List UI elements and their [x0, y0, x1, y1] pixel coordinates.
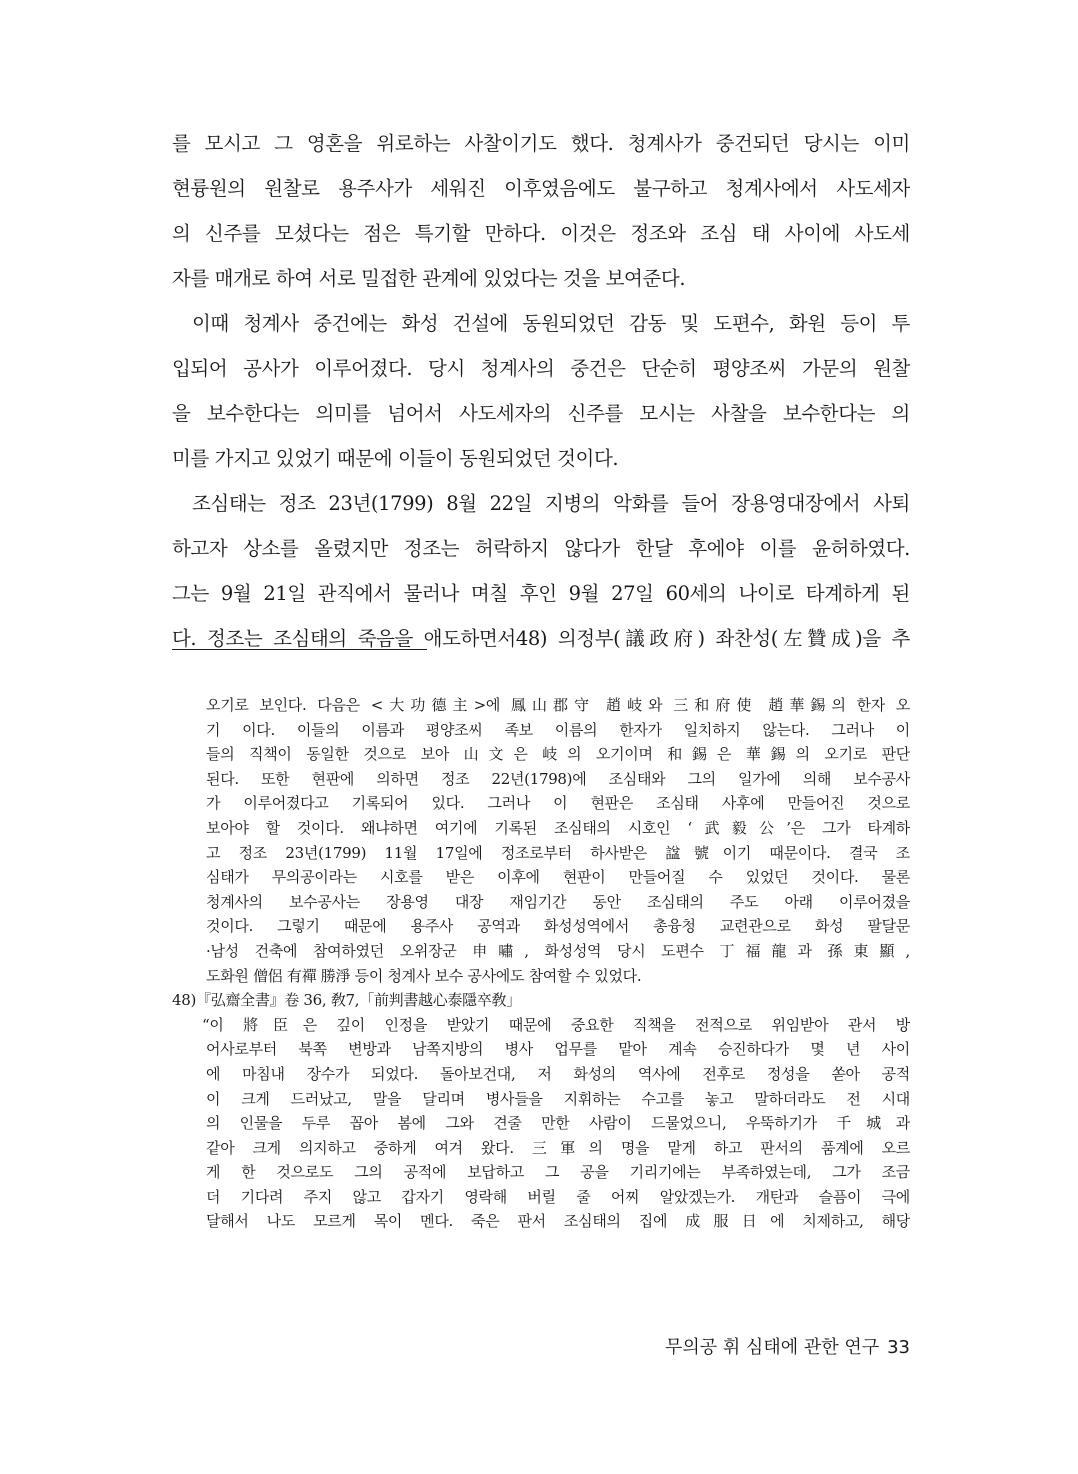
footnote-separator [172, 649, 427, 650]
footnote-line: 어사로부터 북쪽 변방과 남쪽지방의 병사 업무를 맡아 계속 승진하다가 몇 년 사이 [206, 1040, 910, 1059]
footnote-line: 심태가 무의공이라는 시호를 받은 이후에 현판이 만들어질 수 있었던 것이다. 물론 [206, 868, 910, 887]
footnote-line: 가 이루어졌다고 기록되어 있다. 그러나 이 현판은 조심태 사후에 만들어진 것으로 [206, 794, 910, 813]
footnote-line: 게 한 것으로도 그의 공적에 보답하고 그 공을 기리기에는 부족하였는데, 그가 조금 [206, 1163, 910, 1182]
footnote-line: 도화원 僧侶 有禪 勝淨 등이 청계사 보수 공사에도 참여할 수 있었다. [206, 966, 642, 985]
footnote-line: 기 이다. 이들의 이름과 평양조씨 족보 이름의 한자가 일치하지 않는다. 그러나 이 [206, 720, 910, 739]
body-line: 를 모시고 그 영혼을 위로하는 사찰이기도 했다. 청계사가 중건되던 당시는 이미 [172, 132, 910, 155]
footnote-line: ·남성 건축에 참여하였던 오위장군 申嘯, 화성성역 당시 도편수 丁福龍과 孫東顯, [206, 941, 910, 960]
body-line: 을 보수한다는 의미를 넘어서 사도세자의 신주를 모시는 사찰을 보수한다는 의 [172, 402, 910, 425]
footnote-48-citation: 48)『弘齋全書』卷 36, 敎7,「前判書越心泰隱卒敎」 [172, 991, 521, 1010]
footnotes [172, 693, 910, 1234]
body-text [172, 121, 910, 661]
footnote-line: 들의 직책이 동일한 것으로 보아 山文은 岐의 오기이며 和錫은 華錫의 오기로 판단 [206, 745, 910, 764]
body-line: 조심태는 정조 23년(1799) 8월 22일 지병의 악화를 들어 장용영대장에서 사퇴 [192, 492, 910, 515]
body-line: 이때 청계사 중건에는 화성 건설에 동원되었던 감동 및 도편수, 화원 등이 투 [192, 312, 910, 335]
footnote-line: “이 將臣은 깊이 인정을 받았기 때문에 중요한 직책을 전적으로 위임받아 관서 방 [202, 1015, 910, 1034]
footnote-line: 에 마침내 장수가 되었다. 돌아보건대, 저 화성의 역사에 전후로 정성을 쏟아 공적 [206, 1064, 910, 1083]
body-line: 미를 가지고 있었기 때문에 이들이 동원되었던 것이다. [172, 447, 619, 470]
body-line: 자를 매개로 하여 서로 밀접한 관계에 있었다는 것을 보여준다. [172, 267, 686, 290]
footnote-line: 오기로 보인다. 다음은 <大功德主>에 鳳山郡守 趙岐와 三和府使 趙華錫의 한자 오 [206, 696, 910, 714]
footnote-line: 청계사의 보수공사는 장용영 대장 재임기간 동안 조심태의 주도 아래 이루어졌을 [206, 892, 910, 911]
running-title: 무의공 휘 심태에 관한 연구 [664, 1337, 880, 1358]
footnote-line: 의 인물을 두루 꼽아 봄에 그와 견줄 만한 사람이 드물었으니, 우뚝하기가 千城과 [206, 1114, 910, 1133]
footnote-line: 고 정조 23년(1799) 11월 17일에 정조로부터 하사받은 諡號이기 때문이다. 결국 조 [206, 843, 910, 862]
body-line: 현륭원의 원찰로 용주사가 세워진 이후였음에도 불구하고 청계사에서 사도세자 [172, 177, 910, 200]
footnote-line: 된다. 또한 현판에 의하면 정조 22년(1798)에 조심태와 그의 일가에 의해 보수공사 [206, 769, 910, 788]
body-line: 의 신주를 모셨다는 점은 특기할 만하다. 이것은 정조와 조심 태 사이에 사도세 [172, 222, 910, 245]
footnote-line: 더 기다려 주지 않고 갑자기 영락해 버릴 줄 어찌 알았겠는가. 개탄과 슬픔이 극에 [206, 1187, 910, 1206]
body-line: 입되어 공사가 이루어졌다. 당시 청계사의 중건은 단순히 평양조씨 가문의 원찰 [172, 357, 910, 380]
footnote-line: 보아야 할 것이다. 왜냐하면 여기에 기록된 조심태의 시호인 ‘武毅公’은 그가 타계하 [206, 818, 910, 837]
body-line: 하고자 상소를 올렸지만 정조는 허락하지 않다가 한달 후에야 이를 윤허하였다. [172, 537, 910, 560]
body-line: 다. 정조는 조심태의 죽음을 애도하면서48) 의정부(議政府) 좌찬성(左贊成)을 추 [172, 627, 910, 650]
footnote-line: 달해서 나도 모르게 목이 멘다. 죽은 판서 조심태의 집에 成服日에 치제하고, 해당 [206, 1212, 910, 1231]
running-footer [560, 1336, 910, 1360]
footnote-line: 같아 크게 의지하고 중하게 여겨 왔다. 三軍의 명을 맡게 하고 판서의 품계에 오르 [206, 1138, 910, 1157]
footnote-line: 이 크게 드러났고, 말을 달리며 병사들을 지휘하는 수고를 놓고 말하더라도 전 시대 [206, 1089, 910, 1108]
page-number: 33 [887, 1337, 910, 1358]
body-line: 그는 9월 21일 관직에서 물러나 며칠 후인 9월 27일 60세의 나이로 타계하게 된 [172, 582, 910, 605]
footnote-line: 것이다. 그렇기 때문에 용주사 공역과 화성성역에서 총융청 교련관으로 화성 팔달문 [206, 917, 910, 936]
